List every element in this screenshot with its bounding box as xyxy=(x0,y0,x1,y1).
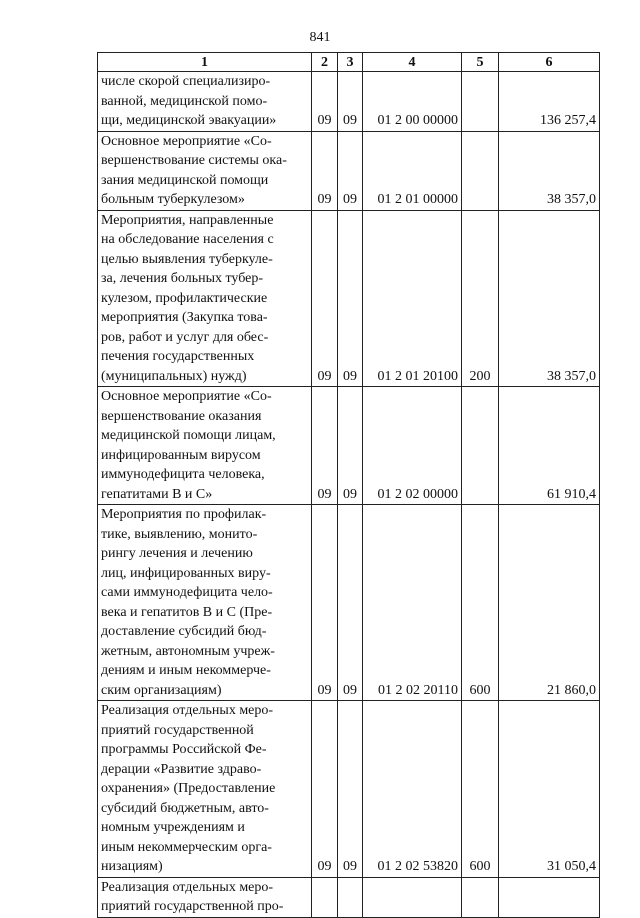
row-amount: 38 357,0 xyxy=(499,131,600,210)
row-target-code: 01 2 01 00000 xyxy=(363,131,462,210)
item-name-line: за, лечения больных тубер- xyxy=(101,271,264,286)
item-name-line: вершенствование системы ока- xyxy=(101,153,287,168)
table-row xyxy=(98,387,600,505)
item-name-line: (муниципальных) нужд) xyxy=(101,368,247,384)
header-col-3: 3 xyxy=(338,53,363,72)
row-section-code: 09 xyxy=(312,131,338,210)
table-row xyxy=(98,505,600,701)
row-expense-type: 600 xyxy=(462,505,499,701)
row-item-name xyxy=(98,72,312,132)
row-subsection-code: 09 xyxy=(338,387,363,505)
item-name-line: дерации «Развитие здраво- xyxy=(101,761,262,777)
table-row xyxy=(98,72,600,132)
item-name-line: низациям) xyxy=(101,859,163,874)
row-expense-type: 200 xyxy=(462,210,499,387)
header-col-2: 2 xyxy=(312,53,338,72)
row-subsection-code: 09 xyxy=(338,131,363,210)
row-subsection-code: 09 xyxy=(338,701,363,878)
header-col-1: 1 xyxy=(98,53,312,72)
item-name-line: дениям и иным некоммерче- xyxy=(101,663,271,678)
item-name-line: рингу лечения и лечению xyxy=(101,546,253,561)
item-name-line: субсидий бюджетным, авто- xyxy=(101,800,269,816)
item-name-line: доставление субсидий бюд- xyxy=(101,624,267,639)
item-name-line: ров, работ и услуг для обес- xyxy=(101,329,269,345)
row-subsection-code: 09 xyxy=(338,210,363,387)
item-name-line: приятий государственной про- xyxy=(101,899,284,914)
table-row xyxy=(98,877,600,917)
item-name-line: щи, медицинской эвакуации» xyxy=(101,113,277,128)
item-name-line: программы Российской Фе- xyxy=(101,742,267,757)
item-name-line: инфицированным вирусом xyxy=(101,447,261,463)
row-subsection-code xyxy=(338,877,363,917)
item-name-line: печения государственных xyxy=(101,349,255,364)
item-name-line: на обследование населения с xyxy=(101,232,274,247)
row-target-code: 01 2 00 00000 xyxy=(363,72,462,132)
row-item-name xyxy=(98,131,312,210)
row-amount: 136 257,4 xyxy=(499,72,600,132)
item-name-line: иным некоммерческим орга- xyxy=(101,839,272,855)
table-row xyxy=(98,701,600,878)
row-item-name xyxy=(98,210,312,387)
row-target-code: 01 2 02 20110 xyxy=(363,505,462,701)
item-name-line: Мероприятия по профилак- xyxy=(101,507,267,522)
item-name-line: охранения» (Предоставление xyxy=(101,781,276,796)
row-item-name xyxy=(98,387,312,505)
item-name-line: ванной, медицинской помо- xyxy=(101,93,268,109)
item-name-line: вершенствование оказания xyxy=(101,408,262,424)
item-name-line: целью выявления туберкуле- xyxy=(101,251,273,267)
row-expense-type xyxy=(462,387,499,505)
row-section-code: 09 xyxy=(312,701,338,878)
item-name-line: лиц, инфицированных виру- xyxy=(101,565,271,581)
row-amount xyxy=(499,877,600,917)
row-section-code: 09 xyxy=(312,387,338,505)
row-target-code xyxy=(363,877,462,917)
row-expense-type xyxy=(462,877,499,917)
budget-table xyxy=(97,52,600,918)
row-target-code: 01 2 02 53820 xyxy=(363,701,462,878)
row-target-code: 01 2 02 00000 xyxy=(363,387,462,505)
row-amount: 31 050,4 xyxy=(499,701,600,878)
item-name-line: Мероприятия, направленные xyxy=(101,212,274,228)
header-col-4: 4 xyxy=(363,53,462,72)
row-expense-type: 600 xyxy=(462,701,499,878)
item-name-line: иммунодефицита человека, xyxy=(101,467,265,482)
row-section-code xyxy=(312,877,338,917)
row-amount: 21 860,0 xyxy=(499,505,600,701)
table-row xyxy=(98,210,600,387)
item-name-line: числе скорой специализиро- xyxy=(101,74,271,89)
row-subsection-code: 09 xyxy=(338,505,363,701)
item-name-line: гепатитами В и С» xyxy=(101,486,213,502)
item-name-line: жетным, автономным учреж- xyxy=(101,643,275,659)
row-amount: 61 910,4 xyxy=(499,387,600,505)
row-section-code: 09 xyxy=(312,72,338,132)
item-name-line: медицинской помощи лицам, xyxy=(101,428,276,443)
item-name-line: Основное мероприятие «Со- xyxy=(101,389,272,404)
item-name-line: больным туберкулезом» xyxy=(101,192,245,207)
table-row xyxy=(98,131,600,210)
item-name-line: мероприятия (Закупка това- xyxy=(101,310,268,325)
page-number: 841 xyxy=(309,30,331,45)
row-expense-type xyxy=(462,131,499,210)
row-amount: 38 357,0 xyxy=(499,210,600,387)
item-name-line: кулезом, профилактические xyxy=(101,290,268,306)
row-section-code: 09 xyxy=(312,210,338,387)
item-name-line: номным учреждениям и xyxy=(101,820,245,835)
item-name-line: сами иммунодефицита чело- xyxy=(101,585,273,600)
row-item-name xyxy=(98,701,312,878)
header-col-5: 5 xyxy=(462,53,499,72)
item-name-line: Реализация отдельных меро- xyxy=(101,879,274,895)
item-name-line: ским организациям) xyxy=(101,682,222,698)
item-name-line: Основное мероприятие «Со- xyxy=(101,133,272,149)
row-item-name xyxy=(98,877,312,917)
item-name-line: тике, выявлению, монито- xyxy=(101,526,258,542)
item-name-line: приятий государственной xyxy=(101,722,254,738)
header-col-6: 6 xyxy=(499,53,600,72)
row-subsection-code: 09 xyxy=(338,72,363,132)
table-header-row xyxy=(98,53,600,72)
item-name-line: века и гепатитов В и С (Пре- xyxy=(101,604,273,620)
row-target-code: 01 2 01 20100 xyxy=(363,210,462,387)
row-item-name xyxy=(98,505,312,701)
table-body xyxy=(98,72,600,918)
item-name-line: зания медицинской помощи xyxy=(101,172,269,188)
row-expense-type xyxy=(462,72,499,132)
row-section-code: 09 xyxy=(312,505,338,701)
item-name-line: Реализация отдельных меро- xyxy=(101,703,274,718)
